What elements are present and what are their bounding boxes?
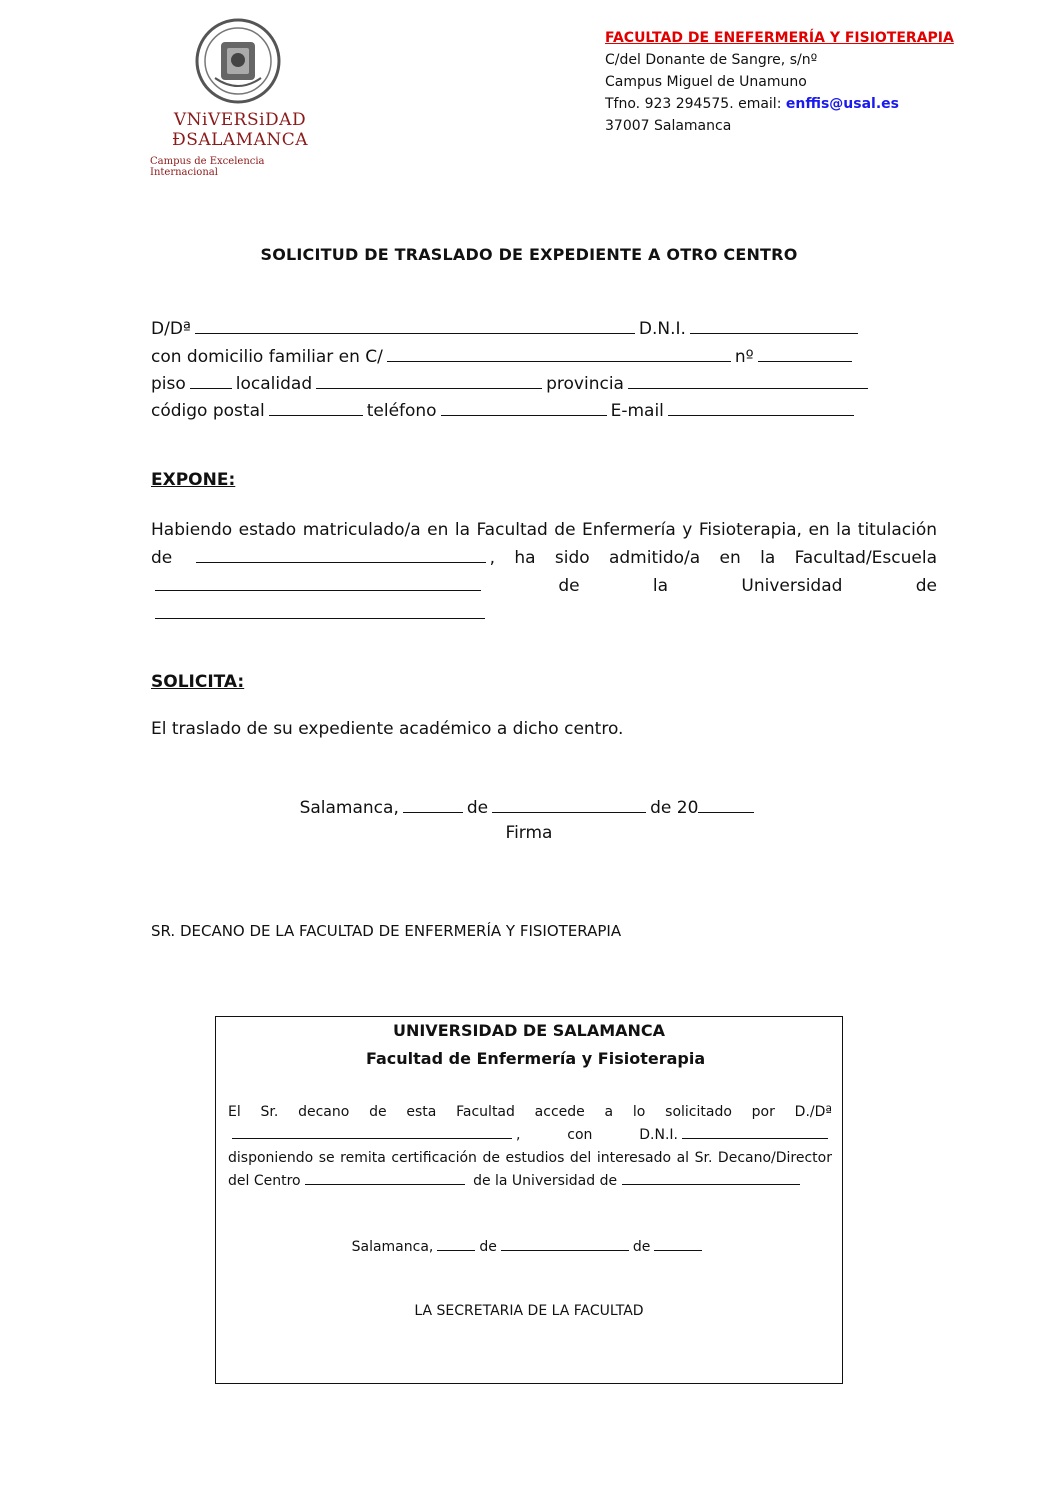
number-label: nº — [734, 347, 754, 367]
box-university-field[interactable] — [622, 1171, 800, 1185]
box-dni-label: , con D.N.I. — [516, 1127, 678, 1143]
day-field[interactable] — [403, 797, 463, 813]
phone-field[interactable] — [441, 400, 607, 416]
box-center-field[interactable] — [305, 1171, 465, 1185]
faculty-address — [605, 27, 954, 137]
addressee: SR. DECANO DE LA FACULTAD DE ENFERMERÍA Y FISIOTERAPIA — [151, 922, 622, 940]
signature-de1: de — [466, 798, 489, 818]
email-link[interactable]: enffis@usal.es — [785, 96, 899, 112]
floor-field[interactable] — [190, 373, 232, 389]
form-row-address — [151, 346, 856, 367]
box-name-field[interactable] — [232, 1125, 512, 1139]
box-paragraph — [228, 1101, 832, 1193]
dni-field[interactable] — [690, 318, 858, 334]
postal-field[interactable] — [269, 400, 363, 416]
postal-label: código postal — [151, 401, 265, 421]
year-field[interactable] — [698, 797, 754, 813]
box-title-faculty: Facultad de Enfermería y Fisioterapia — [366, 1049, 706, 1068]
signature-de2: de 20 — [650, 798, 699, 818]
box-date-city: Salamanca, — [351, 1239, 434, 1255]
address-contact — [605, 93, 954, 115]
email-label: E-mail — [610, 401, 664, 421]
form-row-location — [151, 373, 872, 394]
signature-date-line — [0, 797, 1058, 818]
name-field[interactable] — [195, 318, 635, 334]
city-label: localidad — [235, 374, 313, 394]
expone-text-part3: de la Universidad de — [558, 576, 938, 596]
province-label: provincia — [546, 374, 624, 394]
box-text-part3: de la Universidad de — [473, 1173, 618, 1189]
school-field[interactable] — [155, 575, 481, 591]
address-campus: Campus Miguel de Unamuno — [605, 74, 807, 90]
university-name-line1: VNiVERSiDAD — [173, 110, 307, 130]
address-label: con domicilio familiar en C/ — [151, 347, 383, 367]
document-title: SOLICITUD DE TRASLADO DE EXPEDIENTE A OTRO CENTRO — [260, 245, 798, 264]
number-field[interactable] — [758, 346, 852, 362]
university-field[interactable] — [155, 603, 485, 619]
phone-text: Tfno. 923 294575. email: — [605, 96, 786, 112]
university-logo — [150, 18, 330, 178]
floor-label: piso — [151, 374, 186, 394]
resolution-box — [215, 1016, 843, 1384]
university-seal-icon — [195, 18, 281, 104]
signature-label: Firma — [505, 823, 553, 843]
expone-text-part2: , ha sido admitido/a en la Facultad/Escuela — [489, 548, 937, 568]
expone-text — [151, 516, 937, 628]
box-date-line — [216, 1237, 842, 1255]
signature-city: Salamanca, — [299, 798, 399, 818]
city-field[interactable] — [316, 373, 542, 389]
expone-text-part1: Habiendo estado matriculado/a en la Facultad de Enfermería y Fisioterapia, en la titulación de — [151, 520, 937, 568]
form-row-name — [151, 318, 862, 339]
name-label: D/Dª — [151, 319, 191, 339]
box-dni-field[interactable] — [682, 1125, 828, 1139]
box-month-field[interactable] — [501, 1237, 629, 1251]
faculty-name: FACULTAD DE ENEFERMERÍA Y FISIOTERAPIA — [605, 30, 954, 46]
address-postal: 37007 Salamanca — [605, 118, 732, 134]
solicita-text: El traslado de su expediente académico a dicho centro. — [151, 719, 624, 739]
box-date-de2: de — [632, 1239, 651, 1255]
box-secretary: LA SECRETARIA DE LA FACULTAD — [414, 1303, 644, 1319]
box-date-de1: de — [479, 1239, 497, 1255]
campus-tagline: Campus de Excelencia Internacional — [150, 156, 265, 178]
box-title-university: UNIVERSIDAD DE SALAMANCA — [392, 1021, 666, 1040]
dni-label: D.N.I. — [638, 319, 686, 339]
address-street: C/del Donante de Sangre, s/nº — [605, 52, 818, 68]
box-text-part1: El Sr. decano de esta Facultad accede a lo solicitado por — [228, 1104, 775, 1120]
email-field[interactable] — [668, 400, 854, 416]
box-name-label: D./Dª — [794, 1104, 832, 1120]
form-row-contact — [151, 400, 858, 421]
solicita-heading: SOLICITA: — [151, 672, 245, 692]
province-field[interactable] — [628, 373, 868, 389]
expone-heading: EXPONE: — [151, 470, 236, 490]
box-day-field[interactable] — [437, 1237, 475, 1251]
university-name — [150, 110, 330, 150]
university-name-line2: ÐSALAMANCA — [171, 130, 309, 150]
box-text-part2: disponiendo se remita certificación de estudios del interesado al Sr. Decano/Director del Centro — [228, 1150, 832, 1189]
address-field[interactable] — [387, 346, 731, 362]
box-year-field[interactable] — [654, 1237, 702, 1251]
phone-label: teléfono — [366, 401, 437, 421]
month-field[interactable] — [492, 797, 646, 813]
degree-field[interactable] — [196, 547, 486, 563]
